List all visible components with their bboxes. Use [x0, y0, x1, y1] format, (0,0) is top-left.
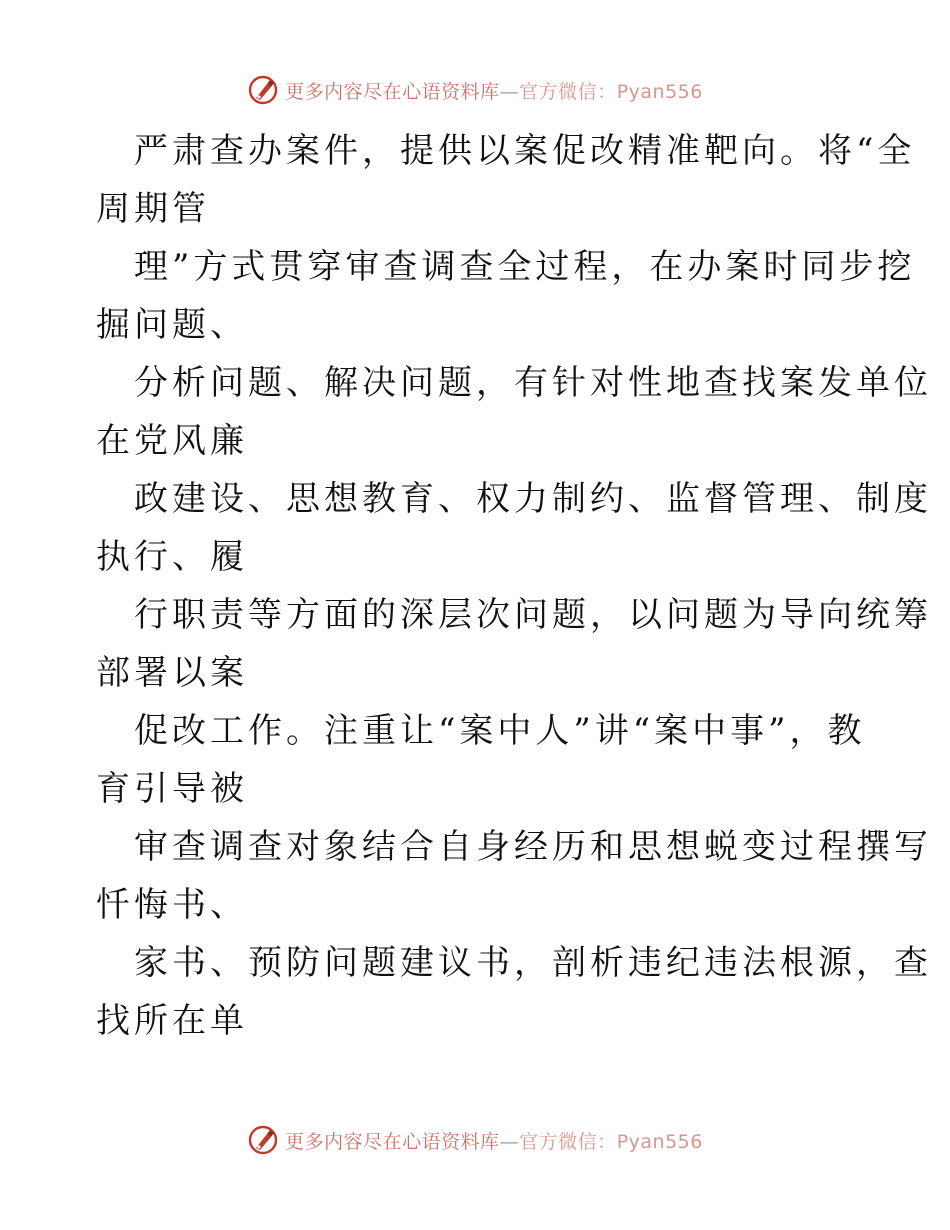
watermark-suffix: 官方微信： [519, 80, 617, 103]
watermark-text [285, 77, 703, 104]
watermark-separator: — [499, 1130, 520, 1153]
body-line: 执行、履 [96, 537, 248, 577]
body-line: 行职责等方面的深层次问题，以问题为导向统筹 [134, 595, 932, 635]
body-line: 在党风廉 [96, 421, 248, 461]
body-line: 育引导被 [96, 769, 248, 809]
body-line: 找所在单 [96, 1001, 248, 1041]
header-watermark [0, 70, 950, 110]
body-line: 周期管 [96, 189, 210, 229]
body-line: 审查调查对象结合自身经历和思想蜕变过程撰写 [134, 827, 932, 867]
watermark-id: Pyan556 [616, 1130, 703, 1153]
footer-watermark [0, 1120, 950, 1160]
body-line: 分析问题、解决问题，有针对性地查找案发单位 [134, 363, 932, 403]
watermark-group [247, 74, 703, 106]
body-line: 理”方式贯穿审查调查全过程，在办案时同步挖 [134, 247, 916, 287]
watermark-group [247, 1124, 703, 1156]
watermark-separator: — [499, 80, 520, 103]
body-line: 部署以案 [96, 653, 248, 693]
fountain-pen-icon [247, 1124, 279, 1156]
body-line: 促改工作。注重让“案中人”讲“案中事”，教 [134, 711, 866, 751]
watermark-text [285, 1127, 703, 1154]
fountain-pen-icon [247, 74, 279, 106]
body-line: 严肃查办案件，提供以案促改精准靶向。将“全 [134, 131, 916, 171]
body-line: 家书、预防问题建议书，剖析违纪违法根源，查 [134, 943, 932, 983]
watermark-id: Pyan556 [616, 80, 703, 103]
document-body [96, 122, 932, 1050]
watermark-brand: 更多内容尽在心语资料库 [285, 80, 500, 103]
body-line: 忏悔书、 [96, 885, 248, 925]
watermark-brand: 更多内容尽在心语资料库 [285, 1130, 500, 1153]
body-line: 政建设、思想教育、权力制约、监督管理、制度 [134, 479, 932, 519]
watermark-suffix: 官方微信： [519, 1130, 617, 1153]
body-line: 掘问题、 [96, 305, 248, 345]
